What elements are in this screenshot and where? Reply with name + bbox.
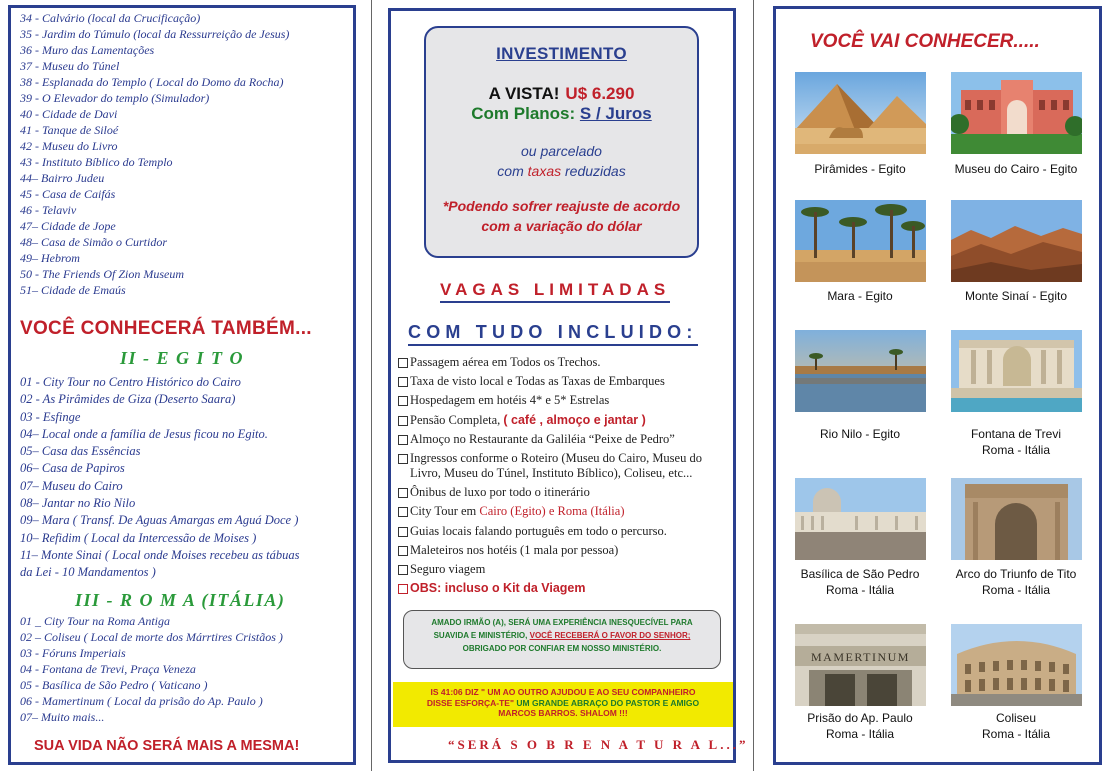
caption-line: Coliseu (995, 711, 1037, 725)
cash-label: A VISTA! (488, 84, 560, 103)
included-text: Pensão Completa, (410, 412, 501, 427)
egypt-itinerary-list (20, 374, 299, 582)
all-included-heading: COM TUDO INCLUIDO: (408, 322, 698, 346)
caption-line: Fontana de Trevi (970, 427, 1062, 441)
mount-sinai-photo (951, 200, 1082, 282)
included-item (398, 413, 728, 428)
included-text: Passagem aérea em Todos os Trechos. (410, 355, 601, 369)
caption-line: Museu do Cairo - Egito (954, 162, 1078, 176)
included-item (398, 485, 728, 500)
closing-slogan: SUA VIDA NÃO SERÁ MAIS A MESMA! (34, 738, 300, 754)
list-item: 48– Casa de Simão o Curtidor (20, 235, 168, 249)
plans-value: S / Juros (579, 104, 652, 123)
also-visit-heading: VOCÊ CONHECERÁ TAMBÉM... (20, 318, 312, 339)
fold-line-right (753, 0, 754, 771)
list-item: 39 - O Elevador do templo (Simulador) (20, 91, 210, 105)
note-line: com a variação do dólar (481, 218, 642, 234)
list-item: 03 - Esfinge (20, 409, 81, 424)
list-item: 02 - As Pirâmides de Giza (Deserto Saara) (20, 392, 236, 407)
included-highlight: OBS: incluso o Kit da Viagem (410, 581, 586, 596)
installments-word: com (497, 163, 524, 179)
investment-box (424, 26, 699, 258)
list-item: 43 - Instituto Bíblico do Templo (20, 155, 173, 169)
caption-line: Rio Nilo - Egito (819, 427, 901, 441)
plans-line (426, 104, 697, 124)
installments-word: reduzidas (565, 163, 626, 179)
included-highlight: ( café , almoço e jantar ) (503, 412, 646, 427)
list-item: 10– Refidim ( Local da Intercessão de Moises ) (20, 530, 257, 545)
included-text: Ônibus de luxo por todo o itinerário (410, 485, 590, 500)
list-item: 03 - Fóruns Imperiais (20, 646, 126, 660)
checkbox-icon (398, 358, 408, 368)
message-line: AMADO IRMÃO (A), SERÁ UMA EXPERIÊNCIA INESQUECÍVEL PARA (431, 618, 693, 627)
egypt-heading: II - E G I T O (120, 348, 245, 368)
checkbox-icon (398, 435, 408, 445)
included-highlight: Cairo (Egito) e Roma (Itália) (479, 504, 625, 519)
list-item: 05 - Basílica de São Pedro ( Vaticano ) (20, 678, 208, 692)
verse-highlight: UM GRANDE ABRAÇO DO PASTOR E AMIGO (516, 697, 700, 708)
list-item: 04 - Fontana de Trevi, Praça Veneza (20, 662, 196, 676)
rome-heading: III - R O M A (ITÁLIA) (75, 590, 286, 610)
included-item (398, 504, 728, 519)
included-item (398, 524, 728, 539)
installments-text (426, 141, 697, 181)
rome-itinerary-list (20, 613, 283, 725)
photo-caption (936, 426, 1096, 458)
fold-line-left (371, 0, 372, 771)
checkbox-icon (398, 416, 408, 426)
mara-photo (795, 200, 926, 282)
list-item: 01 - City Tour no Centro Histórico do Cairo (20, 375, 241, 389)
photo-caption (780, 566, 940, 598)
message-box (403, 610, 721, 669)
message-highlight: VOCÊ RECEBERÁ O FAVOR DO SENHOR; (529, 631, 691, 640)
checkbox-icon (398, 584, 408, 594)
checkbox-icon (398, 565, 408, 575)
gallery-title: VOCÊ VAI CONHECER..... (810, 31, 1040, 52)
list-item: 41 - Tanque de Siloé (20, 123, 119, 137)
list-item: 11– Monte Sinai ( Local onde Moises recebeu as tábuas (20, 547, 300, 562)
included-text: City Tour em (410, 504, 477, 519)
included-text: Hospedagem em hotéis 4* e 5* Estrelas (410, 393, 610, 408)
list-item: 05– Casa das Essências (20, 444, 141, 459)
list-item: 09– Mara ( Transf. De Aguas Amargas em Aguá Doce ) (20, 513, 299, 528)
checkbox-icon (398, 396, 408, 406)
pyramids-photo (795, 72, 926, 154)
photo-caption (936, 161, 1096, 177)
caption-line: Prisão do Ap. Paulo (807, 711, 913, 725)
included-item (398, 432, 728, 447)
message-line (404, 629, 720, 642)
arch-of-titus-photo (951, 478, 1082, 560)
message-line: OBRIGADO POR CONFIAR EM NOSSO MINISTÉRIO. (462, 644, 662, 653)
included-item (398, 562, 728, 577)
list-item: 01 _ City Tour na Roma Antiga (20, 614, 171, 628)
colosseum-photo (951, 624, 1082, 706)
mamertine-prison-photo (795, 624, 926, 706)
included-item (398, 393, 728, 408)
included-text: Maleteiros nos hotéis (1 mala por pessoa) (410, 542, 619, 557)
message-text: SUAVIDA E MINISTÉRIO, (433, 631, 528, 640)
photo-caption (936, 710, 1096, 742)
photo-caption (780, 161, 940, 177)
list-item: 45 - Casa de Caifás (20, 187, 116, 201)
list-item: 40 - Cidade de Davi (20, 107, 118, 121)
price-adjust-note (426, 196, 697, 236)
caption-line: Roma - Itália (825, 727, 895, 741)
list-item: 08– Jantar no Rio Nilo (20, 496, 136, 511)
included-text: Seguro viagem (410, 561, 486, 576)
checkbox-icon (398, 546, 408, 556)
caption-line: Arco do Triunfo de Tito (955, 567, 1077, 581)
list-item: 35 - Jardim do Túmulo (local da Ressurreição de Jesus) (20, 27, 290, 41)
list-item: da Lei - 10 Mandamentos ) (20, 565, 156, 580)
plans-label: Com Planos: (471, 104, 576, 123)
list-item: 51– Cidade de Emaús (20, 283, 126, 297)
photo-caption (936, 288, 1096, 304)
list-item: 04– Local onde a família de Jesus ficou no Egito. (20, 426, 268, 441)
caption-line: Monte Sinaí - Egito (964, 289, 1068, 303)
installments-highlight: taxas (527, 163, 562, 179)
list-item: 46 - Telaviv (20, 203, 77, 217)
included-text: Taxa de visto local e Todas as Taxas de Embarques (410, 374, 665, 389)
trevi-fountain-photo (951, 330, 1082, 412)
st-peter-basilica-photo (795, 478, 926, 560)
list-item: 37 - Museu do Túnel (20, 59, 120, 73)
list-item: 42 - Museu do Livro (20, 139, 118, 153)
cash-price-line (426, 84, 697, 104)
photo-caption (780, 710, 940, 742)
photo-caption (780, 288, 940, 304)
verse-text: DISSE ESFORÇA-TE" (426, 697, 514, 708)
list-item: 02 – Coliseu ( Local de morte dos Márrtires Cristãos ) (20, 630, 283, 644)
list-item: 44– Bairro Judeu (20, 171, 105, 185)
list-item: 34 - Calvário (local da Crucificação) (20, 11, 201, 25)
israel-itinerary-list (20, 10, 289, 298)
installments-line: ou parcelado (521, 143, 602, 159)
list-item: 07– Muito mais... (20, 710, 105, 724)
checkbox-icon (398, 377, 408, 387)
photo-caption (780, 426, 940, 442)
included-item (398, 581, 728, 596)
cash-price: U$ 6.290 (565, 84, 635, 103)
list-item: 49– Hebrom (20, 251, 80, 265)
list-item: 06 - Mamertinum ( Local da prisão do Ap. Paulo ) (20, 694, 263, 708)
caption-line: Mara - Egito (827, 289, 893, 303)
checkbox-icon (398, 454, 408, 464)
verse-box (393, 682, 733, 727)
included-item (398, 355, 728, 370)
included-item (398, 374, 728, 389)
verse-line: MARCOS BARROS. SHALOM !!! (498, 708, 628, 718)
caption-line: Pirâmides - Egito (814, 162, 906, 176)
verse-line (393, 698, 733, 709)
included-item (398, 543, 728, 558)
supernatural-slogan: “SERÁ S O B R E N A T U R A L...” (448, 737, 749, 752)
included-list (398, 355, 728, 600)
caption-line: Roma - Itália (981, 727, 1051, 741)
list-item: 38 - Esplanada do Templo ( Local do Domo da Rocha) (20, 75, 284, 89)
mamertinum-sign: MAMERTINUM (811, 650, 910, 664)
caption-line: Roma - Itália (825, 583, 895, 597)
checkbox-icon (398, 507, 408, 517)
cairo-museum-photo (951, 72, 1082, 154)
checkbox-icon (398, 488, 408, 498)
list-item: 50 - The Friends Of Zion Museum (20, 267, 184, 281)
note-line: *Podendo sofrer reajuste de acordo (442, 198, 681, 214)
nile-river-photo (795, 330, 926, 412)
installments-line (426, 161, 697, 181)
list-item: 47– Cidade de Jope (20, 219, 116, 233)
included-text: Guias locais falando português em todo o percurso. (410, 523, 667, 538)
caption-line: Roma - Itália (981, 583, 1051, 597)
list-item: 06– Casa de Papiros (20, 461, 125, 476)
limited-seats-heading: VAGAS LIMITADAS (440, 280, 670, 303)
list-item: 36 - Muro das Lamentações (20, 43, 155, 57)
included-text: Almoço no Restaurante da Galiléia “Peixe de Pedro” (410, 431, 675, 446)
list-item: 07– Museu do Cairo (20, 478, 123, 493)
included-text: Ingressos conforme o Roteiro (Museu do Cairo, Museu do Livro, Museu do Túnel, Instituto Bíblico), Coliseu, etc... (410, 450, 702, 480)
checkbox-icon (398, 527, 408, 537)
photo-caption (936, 566, 1096, 598)
investment-title: INVESTIMENTO (496, 44, 627, 63)
verse-line: IS 41:06 DIZ " UM AO OUTRO AJUDOU E AO SEU COMPANHEIRO (430, 687, 696, 697)
caption-line: Basílica de São Pedro (800, 567, 920, 581)
caption-line: Roma - Itália (981, 443, 1051, 457)
included-item (398, 451, 728, 481)
